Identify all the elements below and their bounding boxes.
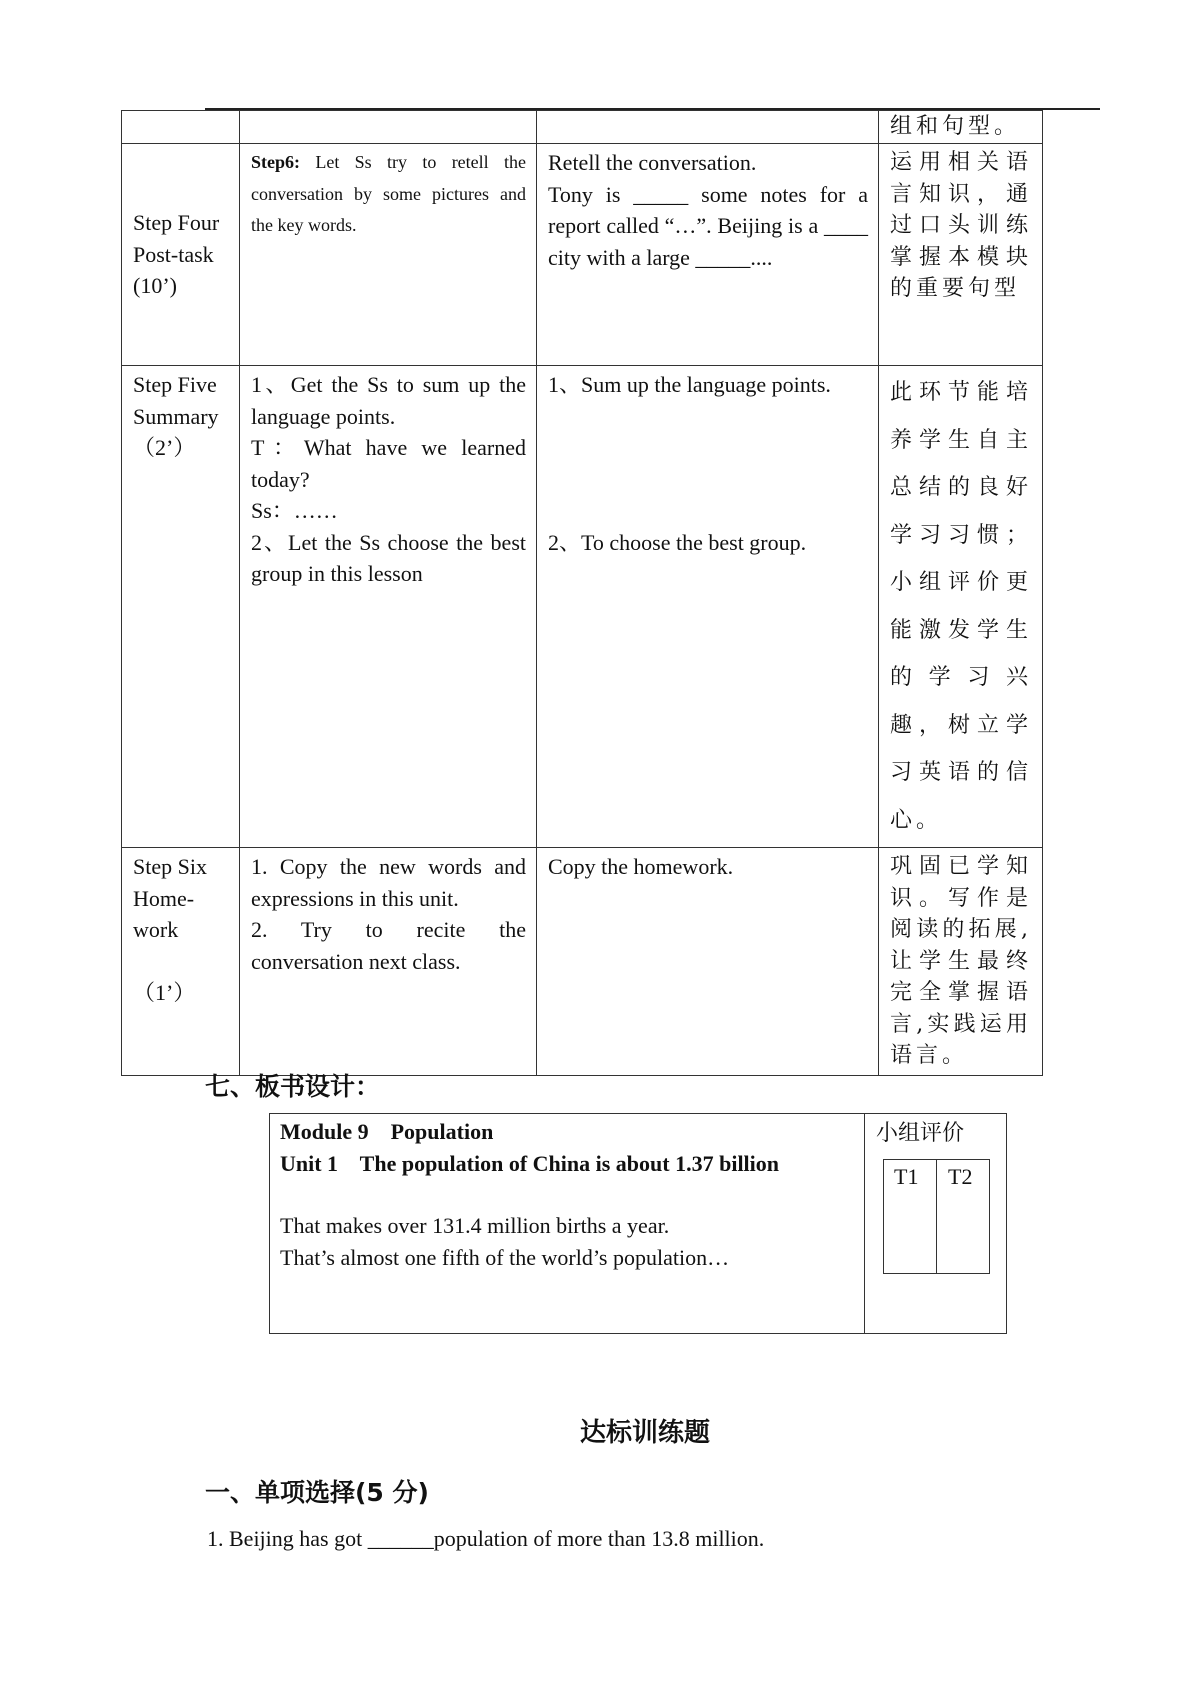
- unit-line: Unit 1 The population of China is about 1.37 billion: [280, 1151, 780, 1176]
- student-activity-line: Retell the conversation.: [548, 150, 757, 175]
- group-evaluation-label: 小组评价: [876, 1121, 965, 1146]
- teacher-activity-cell: [240, 848, 537, 1076]
- teacher-activity-line: 2. Try to recite the conversation next class.: [251, 917, 526, 974]
- student-activity-cell: [537, 111, 879, 144]
- board-divider: [864, 1114, 865, 1333]
- eval-column-label: T1: [894, 1164, 919, 1189]
- student-activity-cell: [537, 366, 879, 848]
- board-design-heading: 七、板书设计：: [205, 1072, 381, 1101]
- student-activity-line: Copy the homework.: [548, 854, 734, 879]
- lesson-plan-table: [121, 110, 1043, 1076]
- stage-cell: [122, 366, 240, 848]
- section-heading: 一、单项选择(5 分): [205, 1478, 429, 1507]
- student-activity-line: Tony is _____ some notes for a report called “…”. Beijing is a ____ city with a large _____....: [548, 181, 868, 270]
- student-activity-cell: [537, 144, 879, 366]
- board-design-box: [269, 1113, 1007, 1334]
- key-sentence: That makes over 131.4 million births a year.: [280, 1213, 670, 1238]
- eval-column-label: T2: [948, 1164, 973, 1189]
- student-activity-cell: [537, 848, 879, 1076]
- teacher-activity-cell: [240, 144, 537, 366]
- board-content: [280, 1116, 870, 1274]
- stage-duration: (10’): [133, 273, 177, 298]
- stage-duration: （2’）: [133, 435, 196, 460]
- stage-subname: Post-task: [133, 241, 214, 267]
- purpose-cell: [879, 144, 1043, 366]
- table-row: [122, 144, 1043, 366]
- key-sentence: That’s almost one fifth of the world’s population…: [280, 1245, 730, 1270]
- purpose-cell: 组和句型。: [879, 111, 1043, 144]
- teacher-activity-line: Ss：……: [251, 498, 338, 523]
- teacher-activity-line: 2、Let the Ss choose the best group in this lesson: [251, 529, 526, 586]
- stage-cell: [122, 144, 240, 366]
- teacher-activity-cell: [240, 111, 537, 144]
- table-row: [122, 111, 1043, 144]
- purpose-text: 此环节能培养学生自主总结的良好学习习惯；小组评价更能激发学生的学习兴趣，树立学习英语的信心。: [890, 380, 1032, 833]
- question-item: 1. Beijing has got ______population of more than 13.8 million.: [207, 1526, 765, 1551]
- group-evaluation-table: [883, 1159, 990, 1274]
- purpose-text: 巩固已学知识。写作是阅读的拓展,让学生最终完全掌握语言,实践运用语言。: [890, 854, 1032, 1068]
- module-line: Module 9 Population: [280, 1119, 494, 1144]
- stage-cell: [122, 848, 240, 1076]
- table-row: [122, 848, 1043, 1076]
- teacher-activity-line: 1. Copy the new words and expressions in this unit.: [251, 854, 526, 911]
- stage-subname: work: [133, 917, 179, 942]
- student-activity-line: 1、Sum up the language points.: [548, 372, 831, 397]
- stage-name: Step Five: [133, 372, 217, 397]
- stage-subname: Summary: [133, 403, 219, 429]
- table-row: [122, 366, 1043, 848]
- stage-subname: Home-: [133, 885, 195, 911]
- teacher-activity-line: T：What have we learned today?: [251, 435, 526, 492]
- teacher-activity-text: Let Ss try to retell the conversation by some pictures and the key words.: [251, 152, 526, 235]
- teacher-activity-cell: [240, 366, 537, 848]
- practice-title: 达标训练题: [580, 1418, 711, 1448]
- step-label: Step6:: [251, 152, 300, 172]
- student-activity-line: 2、To choose the best group.: [548, 529, 807, 555]
- purpose-cell: [879, 848, 1043, 1076]
- purpose-text: 运用相关语言知识，通过口头训练掌握本模块的重要句型: [890, 150, 1032, 301]
- purpose-cell: [879, 366, 1043, 848]
- stage-name: Step Four: [133, 210, 220, 235]
- eval-divider: [936, 1160, 937, 1273]
- teacher-activity-line: 1、Get the Ss to sum up the language points.: [251, 372, 526, 429]
- stage-cell: [122, 111, 240, 144]
- stage-duration: （1’）: [133, 979, 196, 1005]
- stage-name: Step Six: [133, 854, 207, 879]
